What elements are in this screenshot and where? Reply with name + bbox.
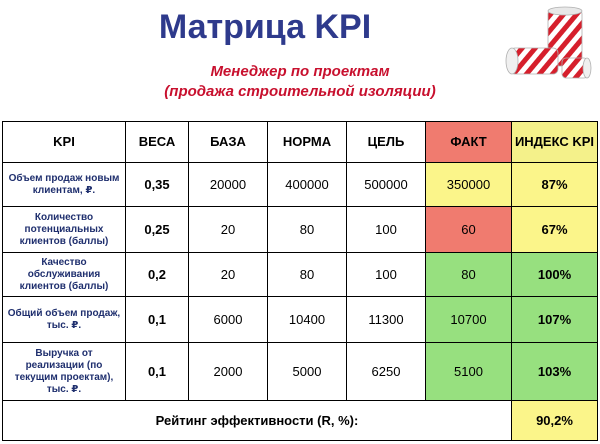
kpi-weight: 0,2 (126, 253, 189, 297)
kpi-base: 20000 (189, 163, 268, 207)
table-row (3, 297, 598, 343)
kpi-norm: 5000 (268, 343, 347, 401)
kpi-weight: 0,1 (126, 343, 189, 401)
rating-label: Рейтинг эффективности (R, %): (3, 401, 512, 441)
kpi-matrix-table (2, 121, 598, 441)
table-header-row (3, 122, 598, 163)
kpi-base: 20 (189, 253, 268, 297)
kpi-norm: 80 (268, 207, 347, 253)
kpi-name: Качество обслуживания клиентов (баллы) (3, 253, 126, 297)
header-fact: ФАКТ (426, 122, 512, 163)
kpi-weight: 0,35 (126, 163, 189, 207)
rating-value: 90,2% (512, 401, 598, 441)
kpi-fact: 5100 (426, 343, 512, 401)
kpi-goal: 6250 (347, 343, 426, 401)
kpi-norm: 10400 (268, 297, 347, 343)
table-row (3, 343, 598, 401)
kpi-index: 67% (512, 207, 598, 253)
kpi-fact: 60 (426, 207, 512, 253)
kpi-goal: 100 (347, 207, 426, 253)
header-norm: НОРМА (268, 122, 347, 163)
page-title: Матрица KPI (158, 8, 372, 46)
kpi-base: 20 (189, 207, 268, 253)
header-index: ИНДЕКС KPI (512, 122, 598, 163)
kpi-index: 107% (512, 297, 598, 343)
kpi-fact: 350000 (426, 163, 512, 207)
kpi-base: 2000 (189, 343, 268, 401)
header-weight: ВЕСА (126, 122, 189, 163)
rating-row (3, 401, 598, 441)
insulation-rolls-logo-image (502, 6, 594, 84)
kpi-norm: 400000 (268, 163, 347, 207)
kpi-base: 6000 (189, 297, 268, 343)
subtitle-line-2: (продажа строительной изоляции) (164, 83, 436, 100)
kpi-index: 100% (512, 253, 598, 297)
kpi-index: 87% (512, 163, 598, 207)
table-row (3, 207, 598, 253)
kpi-goal: 500000 (347, 163, 426, 207)
kpi-name: Объем продаж новым клиентам, ₽. (3, 163, 126, 207)
header-base: БАЗА (189, 122, 268, 163)
kpi-name: Общий объем продаж, тыс. ₽. (3, 297, 126, 343)
kpi-weight: 0,25 (126, 207, 189, 253)
table-row (3, 163, 598, 207)
kpi-fact: 10700 (426, 297, 512, 343)
table-row (3, 253, 598, 297)
kpi-goal: 11300 (347, 297, 426, 343)
kpi-goal: 100 (347, 253, 426, 297)
header-kpi: KPI (3, 122, 126, 163)
kpi-name: Количество потенциальных клиентов (баллы) (3, 207, 126, 253)
kpi-name: Выручка от реализации (по текущим проектам), тыс. ₽. (3, 343, 126, 401)
header-goal: ЦЕЛЬ (347, 122, 426, 163)
kpi-fact: 80 (426, 253, 512, 297)
kpi-index: 103% (512, 343, 598, 401)
kpi-weight: 0,1 (126, 297, 189, 343)
kpi-norm: 80 (268, 253, 347, 297)
subtitle-line-1: Менеджер по проектам (210, 63, 390, 80)
